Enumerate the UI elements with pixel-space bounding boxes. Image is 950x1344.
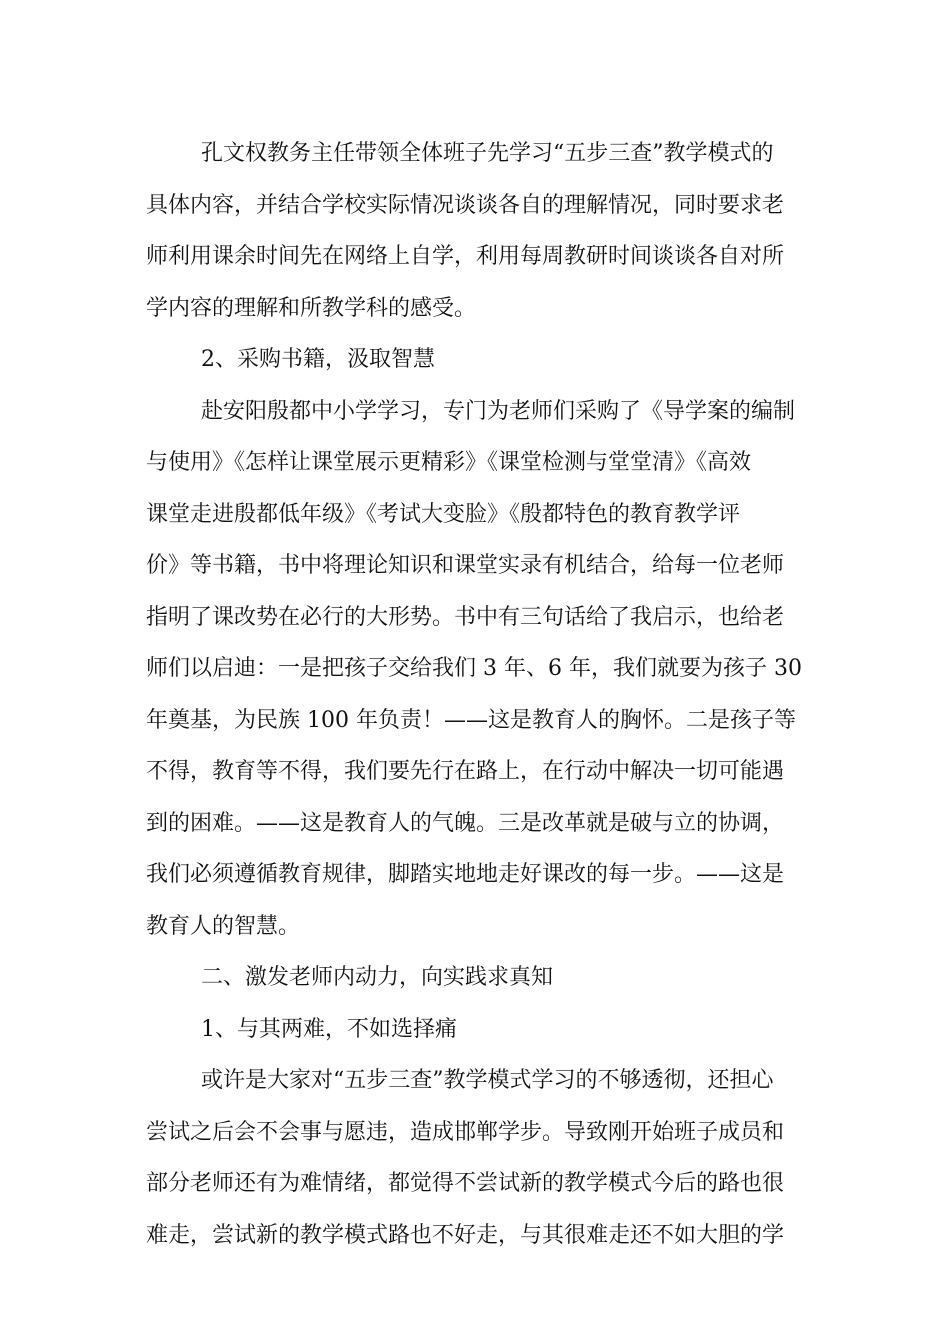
paragraph-line: 教育人的智慧。 [146,913,301,939]
paragraph-line: 指明了课改势在必行的大形势。书中有三句话给了我启示，也给老 [146,604,785,630]
paragraph-line: 与使用》《怎样让课堂展示更精彩》《课堂检测与堂堂清》《高效 [146,450,752,475]
subsection-heading: 1、与其两难，不如选择痛 [201,1016,457,1042]
paragraph-line: 部分老师还有为难情绪，都觉得不尝试新的教学模式今后的路也很 [146,1171,785,1196]
paragraph-line: 不得，教育等不得，我们要先行在路上，在行动中解决一切可能遇 [146,759,785,784]
paragraph-line: 师利用课余时间先在网络上自学，利用每周教研时间谈谈各自对所 [146,244,785,269]
section-heading: 2、采购书籍，汲取智慧 [201,347,435,372]
paragraph-line: 到的困难。——这是教育人的气魄。三是改革就是破与立的协调， [146,810,785,836]
paragraph-line: 赴安阳殷都中小学学习，专门为老师们采购了《导学案的编制 [201,398,796,424]
paragraph-line: 难走，尝试新的教学模式路也不好走，与其很难走还不如大胆的学 [146,1222,785,1248]
paragraph-line: 年奠基，为民族 100 年负责！——这是教育人的胸怀。二是孩子等 [146,707,796,733]
paragraph-line: 学内容的理解和所教学科的感受。 [146,295,477,321]
paragraph-line: 或许是大家对“五步三查”教学模式学习的不够透彻，还担心 [201,1068,774,1093]
paragraph-line: 课堂走进殷都低年级》《考试大变脸》《殷都特色的教育教学评 [146,501,741,527]
section-heading: 二、激发老师内动力，向实践求真知 [201,965,554,990]
paragraph-line: 孔文权教务主任带领全体班子先学习“五步三查”教学模式的 [201,141,774,166]
paragraph-line: 具体内容，并结合学校实际情况谈谈各自的理解情况，同时要求老 [146,192,785,218]
paragraph-line: 我们必须遵循教育规律，脚踏实地地走好课改的每一步。——这是 [146,862,785,887]
paragraph-line: 师们以启迪：一是把孩子交给我们 3 年、6 年，我们就要为孩子 30 [146,656,802,681]
paragraph-line: 价》等书籍，书中将理论知识和课堂实录有机结合，给每一位老师 [146,553,785,578]
paragraph-line: 尝试之后会不会事与愿违，造成邯郸学步。导致刚开始班子成员和 [146,1119,785,1145]
document-body [146,128,808,1261]
